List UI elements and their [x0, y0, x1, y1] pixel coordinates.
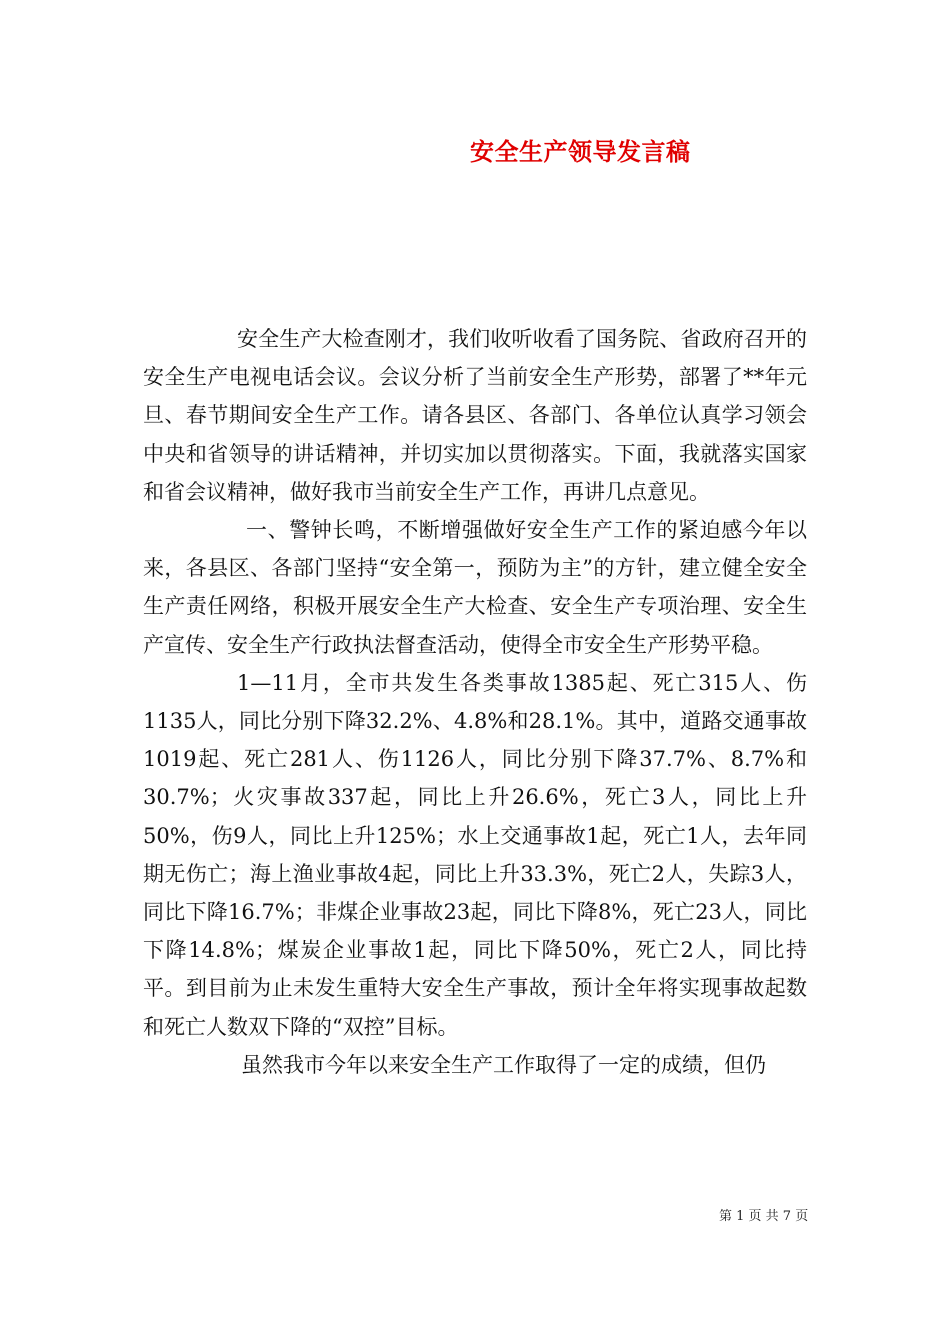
- paragraph-statistics: 1—11月，全市共发生各类事故1385起、死亡315人、伤1135人，同比分别下降32.2%、4.8%和28.1%。其中，道路交通事故1019起、死亡281人、伤1126人，同比分别下降37.7%、8.7%和30.7%；火灾事故337起，同比上升26.6%，死亡3人，同比上升50%，伤9人，同比上升125%；水上交通事故1起，死亡1人，去年同期无伤亡；海上渔业事故4起，同比上升33.3%，死亡2人，失踪3人，同比下降16.7%；非煤企业事故23起，同比下降8%，死亡23人，同比下降14.8%；煤炭企业事故1起，同比下降50%，死亡2人，同比持平。到目前为止未发生重特大安全生产事故，预计全年将实现事故起数和死亡人数双下降的“双控”目标。: [143, 670, 807, 1039]
- paragraph-intro: 安全生产大检查刚才，我们收听收看了国务院、省政府召开的安全生产电视电话会议。会议分析了当前安全生产形势，部署了**年元旦、春节期间安全生产工作。请各县区、各部门、各单位认真学习领会中央和省领导的讲话精神，并切实加以贯彻落实。下面，我就落实国家和省会议精神，做好我市当前安全生产工作，再讲几点意见。: [143, 327, 807, 504]
- page-number: 第 1 页 共 7 页: [719, 1209, 809, 1224]
- paragraph-continuation: 虽然我市今年以来安全生产工作取得了一定的成绩，但仍: [241, 1052, 766, 1077]
- document-title: 安全生产领导发言稿: [470, 137, 691, 166]
- document-body: [143, 320, 807, 1084]
- paragraph-section-one: 一、警钟长鸣，不断增强做好安全生产工作的紧迫感今年以来，各县区、各部门坚持“安全第一，预防为主”的方针，建立健全安全生产责任网络，积极开展安全生产大检查、安全生产专项治理、安全生产宣传、安全生产行政执法督查活动，使得全市安全生产形势平稳。: [143, 518, 807, 657]
